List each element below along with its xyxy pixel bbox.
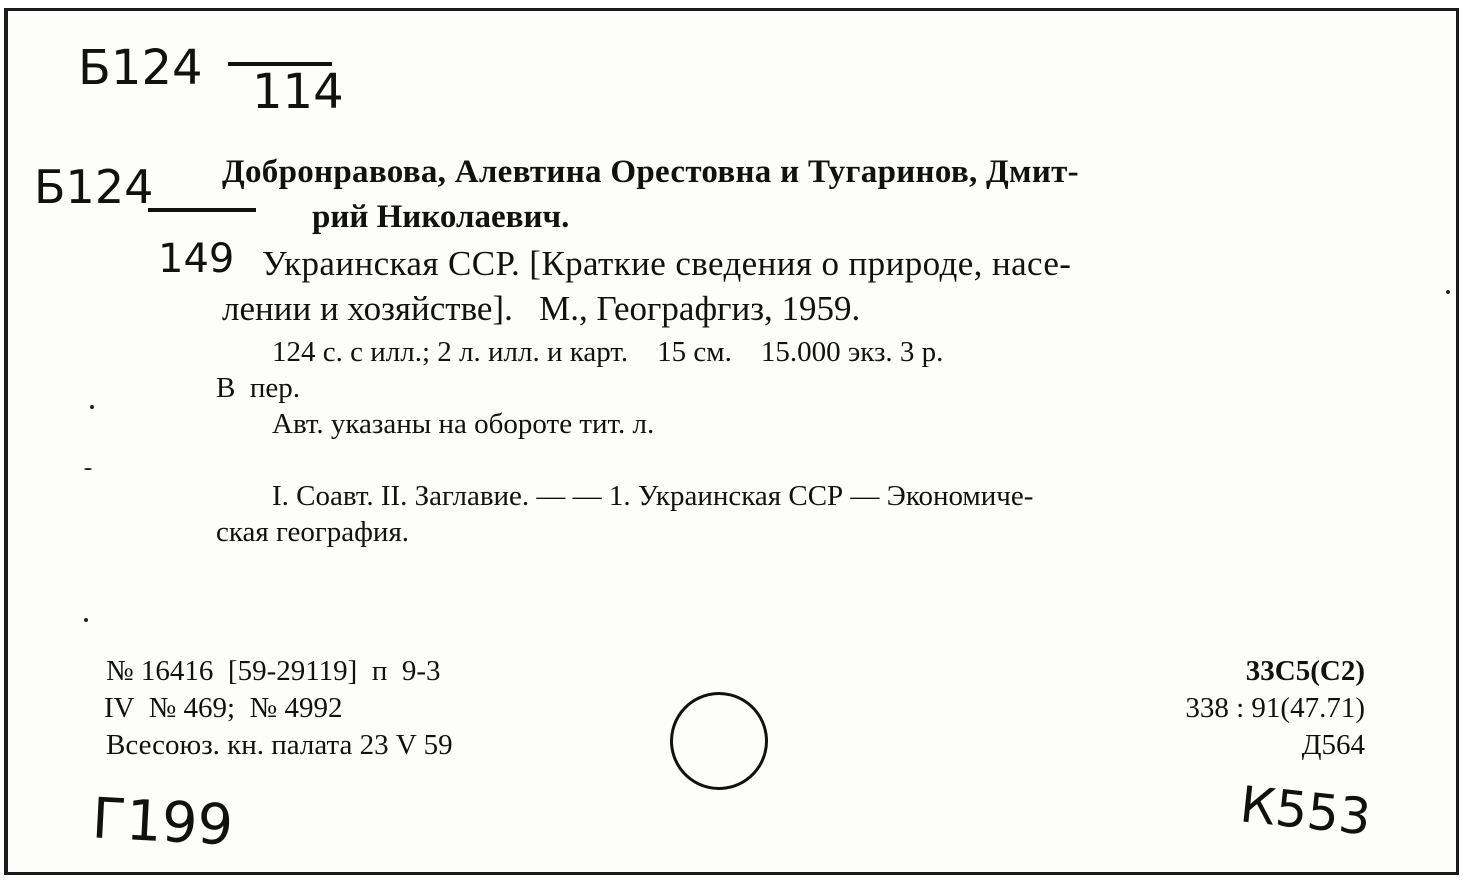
title-statement: Украинская ССР. [Краткие сведения о природе, насе- xyxy=(262,244,1072,283)
title-statement-continued: лении и хозяйстве]. М., Географгиз, 1959. xyxy=(222,289,861,328)
speck xyxy=(84,618,88,622)
speck xyxy=(84,468,92,470)
handwritten-shelf-mark-left: Г199 xyxy=(90,786,235,859)
handwritten-shelf-mark-right: К553 xyxy=(1237,775,1374,847)
handwritten-author-number: 149 xyxy=(158,236,235,282)
authors-heading-continued: рий Николаевич. xyxy=(312,199,570,235)
classification-code: 33С5(С2) xyxy=(1245,655,1365,687)
registration-chamber: Всесоюз. кн. палата 23 V 59 xyxy=(106,729,453,761)
registration-number: № 16416 [59-29119] п 9-3 xyxy=(106,655,441,687)
udc-code: 338 : 91(47.71) xyxy=(1185,692,1365,724)
collation: 124 с. с илл.; 2 л. илл. и карт. 15 см. 15.000 экз. 3 р. xyxy=(272,336,944,368)
tracings: I. Соавт. II. Заглавие. — — 1. Украинская ССР — Экономиче- xyxy=(272,480,1034,512)
speck xyxy=(1446,290,1450,294)
registration-volume: IV № 469; № 4992 xyxy=(104,692,343,724)
binding-note: В пер. xyxy=(216,372,300,404)
author-mark-code: Д564 xyxy=(1301,729,1365,761)
authors-note: Авт. указаны на обороте тит. л. xyxy=(272,408,655,440)
tracings-continued: ская география. xyxy=(216,516,410,548)
handwritten-call-number-top: Б124 xyxy=(78,40,203,96)
handwritten-underline-side xyxy=(148,208,256,212)
authors-heading: Добронравова, Алевтина Орестовна и Тугаринов, Дмит- xyxy=(222,154,1079,190)
handwritten-call-suffix-top: 114 xyxy=(252,64,344,120)
handwritten-author-mark: Б124 xyxy=(34,160,154,214)
speck xyxy=(90,405,94,409)
